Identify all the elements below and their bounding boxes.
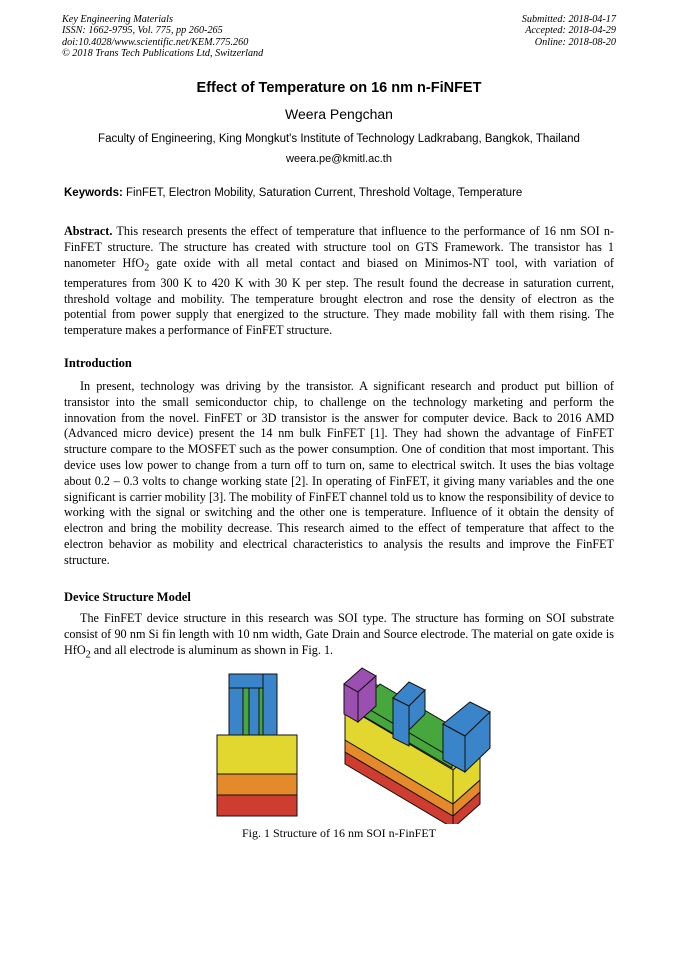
keywords-text: FinFET, Electron Mobility, Saturation Current, Threshold Voltage, Temperature bbox=[126, 187, 523, 199]
author-email[interactable]: weera.pe@kmitl.ac.th bbox=[286, 153, 392, 165]
device-model-heading: Device Structure Model bbox=[64, 590, 191, 604]
journal-copyright: © 2018 Trans Tech Publications Ltd, Switzerland bbox=[62, 47, 264, 59]
dates-header bbox=[522, 14, 616, 48]
journal-doi: doi:10.4028/www.scientific.net/KEM.775.260 bbox=[62, 36, 249, 48]
abstract-text-2: gate oxide with all metal contact and biased on Minimos-NT tool, with variation of temperatures from 300 K to 420 K with 30 K per step. The result found the decrease in saturation current, threshold voltage and mobility. The temperature brought electron and rose the density of electron as the potential from power supply that energized to the structure. They made mobility fall with them rising. The temperature makes a performance of FinFET structure. bbox=[64, 255, 614, 338]
author-name: Weera Pengchan bbox=[285, 106, 393, 122]
journal-name: Key Engineering Materials bbox=[62, 14, 173, 25]
journal-header bbox=[62, 14, 263, 59]
device-model-text bbox=[64, 611, 614, 663]
abstract bbox=[64, 224, 614, 339]
abstract-subscript: 2 bbox=[144, 262, 150, 274]
introduction-text: In present, technology was driving by the transistor. A significant research and product put billion of transistor into the small semiconductor chip, to challenge on the technology marketing and perform the innovation from the novel. FinFET or 3D transistor is the answer for computer device. Back to 2016 AMD (Advanced micro device) present the 14 nm bulk FinFET [1]. They had shown the advantage of FinFET structure compare to the MOSFET such as the power consumption. One of condition that most important. This device uses low power to change from a turn off to turn on, same to electrical switch. It uses the bias voltage about 0.2 – 0.3 volts to change working state [2]. In operating of FinFET, it giving many variables and the one significant is carrier mobility [3]. The mobility of FinFET channel told us to know the responsibility of device to working with the signal or switching and the other one is temperature. Influence of it obtain the density of electron and bring the mobility decrease. This research aimed to the effect of temperature that affect to the electron behavior as mobility and electrical characteristics to analysis the results and improve the FinFET structure. bbox=[64, 379, 614, 567]
cross-section-orange-layer bbox=[217, 774, 297, 795]
accepted-date: Accepted: 2018-04-29 bbox=[525, 25, 616, 37]
affiliation: Faculty of Engineering, King Mongkut's Institute of Technology Ladkrabang, Bangkok, Thailand bbox=[98, 133, 580, 145]
online-date: Online: 2018-08-20 bbox=[534, 36, 616, 48]
abstract-label: Abstract. bbox=[64, 224, 113, 238]
device-model-text-1: The FinFET device structure in this research was SOI type. The structure has forming on SOI substrate consist of 90 nm Si fin length with 10 nm width, Gate Drain and Source electrode. The material on gate oxide is HfO bbox=[64, 611, 614, 657]
keywords-label: Keywords: bbox=[64, 187, 123, 199]
gate-right-leg bbox=[263, 674, 277, 735]
figure-caption: Fig. 1 Structure of 16 nm SOI n-FinFET bbox=[242, 826, 436, 840]
fin-core bbox=[249, 688, 259, 735]
introduction-heading: Introduction bbox=[64, 356, 132, 370]
cross-section-yellow-layer bbox=[217, 735, 297, 774]
submitted-date: Submitted: 2018-04-17 bbox=[521, 14, 616, 25]
keywords bbox=[64, 187, 614, 199]
abstract-text-1: This research presents the effect of temperature that influence to the performance of 16 nm SOI n-FinFET structure. The structure has created with structure tool on GTS Framework. The transistor has 1 nanometer HfO bbox=[64, 224, 614, 270]
paper-title: Effect of Temperature on 16 nm n-FiNFET bbox=[196, 80, 482, 96]
device-model-subscript: 2 bbox=[85, 649, 91, 661]
cross-section-red-layer bbox=[217, 795, 297, 816]
journal-issn: ISSN: 1662-9795, Vol. 775, pp 260-265 bbox=[62, 25, 223, 37]
finfet-structure-figure bbox=[210, 664, 510, 824]
finfet-cross-section bbox=[217, 674, 297, 816]
device-model-text-2: and all electrode is aluminum as shown in Fig. 1. bbox=[90, 642, 334, 657]
finfet-3d-view bbox=[344, 668, 490, 824]
